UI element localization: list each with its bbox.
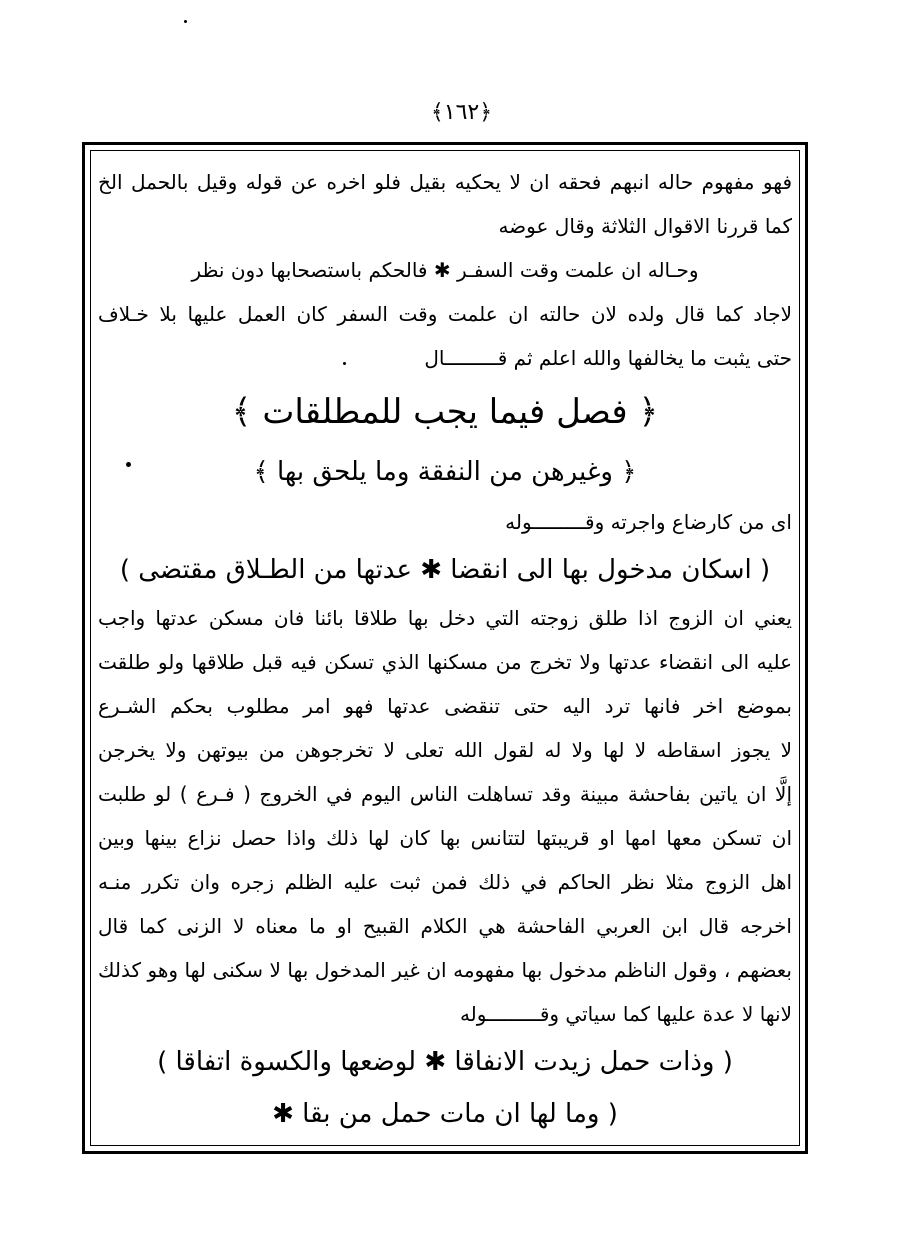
- text-line: بموضع اخر فانها ترد اليه حتى تنقضى عدتها فهو امر مطلوب بحكم الشـرع: [98, 694, 792, 718]
- text-line: لاجاد كما قال ولده لان حالته ان علمت وقت السفر كان العمل عليها بلا خـلاف: [98, 302, 792, 326]
- text-line: إلَّا ان ياتين بفاحشة مبينة وقد تساهلت الناس اليوم في الخروج ( فـرع ) لو طلبت: [98, 782, 792, 806]
- text-line: فهو مفهوم حاله انبهم فحقه ان لا يحكيه بقيل فلو اخره عن قوله وقيل بالحمل الخ: [98, 170, 792, 194]
- text-line: ان تسكن معها امها او قريبتها لتتانس بها كان لها ذلك واذا حصل نزاع بينها وبين: [98, 826, 792, 850]
- text-line: عليه الى انقضاء عدتها ولا تخرج من مسكنها الذي تسكن فيه قبل طلاقها ولو طلقت: [98, 650, 792, 674]
- text-line: اهل الزوج مثلا نظر الحاكم في ذلك فمن ثبت عليه الظلم زجره وان تكرر منـه: [98, 870, 792, 894]
- text-line: لا يجوز اسقاطه لا لها ولا له لقول الله تعلى لا تخرجوهن من بيوتهن ولا يخرجن: [98, 738, 792, 762]
- verse-line: ( وذات حمل زيدت الانفاقا ✱ لوضعها والكسوة اتفاقا ): [157, 1047, 733, 1077]
- text-line: يعني ان الزوج اذا طلق زوجته التي دخل بها طلاقا بائنا فان مسكن عدتها واجب: [98, 606, 792, 630]
- text-line: بعضهم ، وقول الناظم مدخول بها مفهومه ان غير المدخول بها لا سكنى لها وهو كذلك: [98, 958, 792, 982]
- verse-line: ( وما لها ان مات حمل من بقا ✱: [272, 1099, 618, 1129]
- text-line: لانها لا عدة عليها كما سياتي وقـــــــــوله: [459, 1002, 792, 1026]
- text-line: اى من كارضاع واجرته وقـــــــــوله: [505, 510, 792, 534]
- text-line: اخرجه قال ابن العربي الفاحشة هي الكلام القبيح او ما معناه لا الزنى كما قال: [98, 914, 792, 938]
- speck-top: [184, 20, 187, 23]
- section-subheading: ﴿ وغيرهن من النفقة وما يلحق بها ﴾: [253, 457, 637, 487]
- section-heading: ﴿ فصل فيما يجب للمطلقات ﴾: [231, 392, 659, 432]
- page-body: [98, 160, 792, 1140]
- page-number: ﴿١٦٢﴾: [430, 100, 493, 125]
- text-line: حتى يثبت ما يخالفها والله اعلم ثم قـــــــــال: [424, 346, 792, 370]
- text-line: كما قررنا الاقوال الثلاثة وقال عوضه: [498, 214, 792, 238]
- verse-line: وحـاله ان علمت وقت السفـر ✱ فالحكم باستصحابها دون نظر: [191, 258, 699, 282]
- verse-line: ( اسكان مدخول بها الى انقضا ✱ عدتها من الطـلاق مقتضى ): [119, 555, 771, 585]
